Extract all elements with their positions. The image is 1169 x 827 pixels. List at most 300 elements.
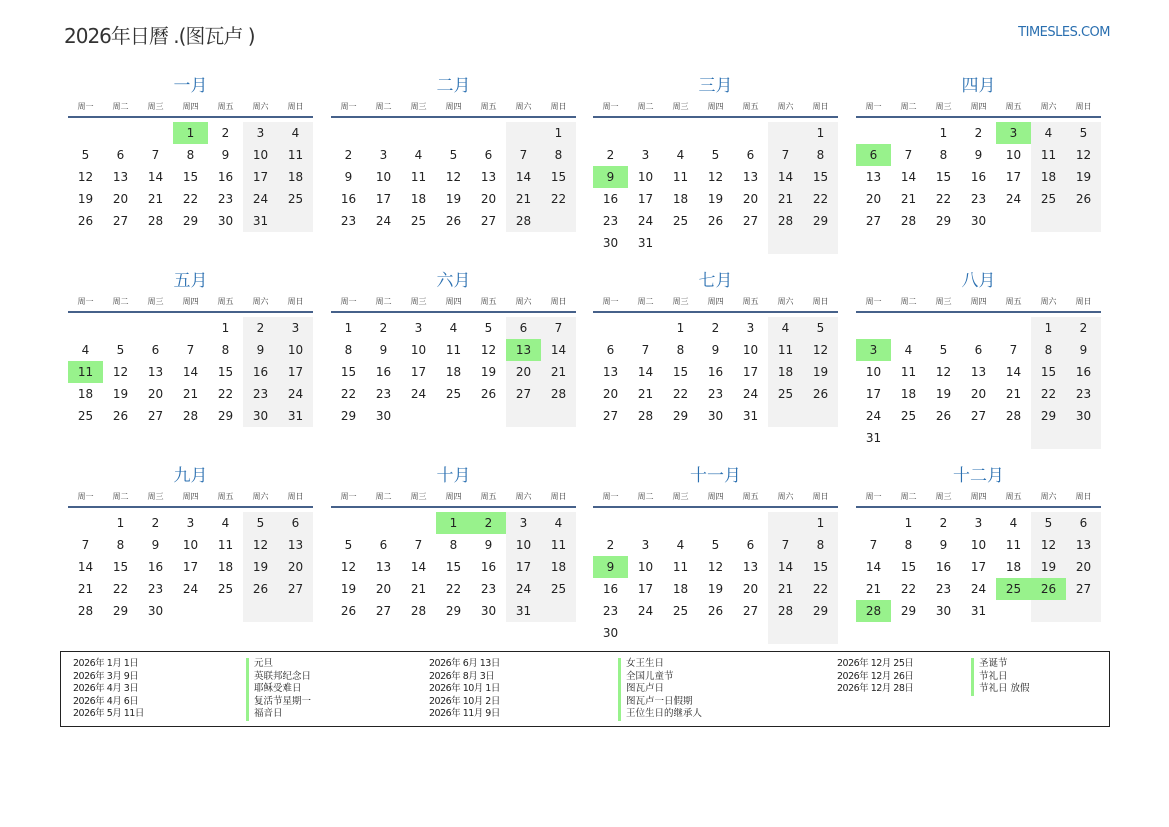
weekday-label: 周五 — [217, 297, 234, 306]
day-cell: 11 — [217, 538, 234, 552]
weekday-label: 周日 — [1075, 102, 1092, 111]
month-block — [593, 74, 838, 254]
empty-cell — [733, 122, 768, 144]
day-cell: 5 — [81, 148, 90, 162]
weekday-header — [331, 100, 576, 118]
day-cell: 27 — [1066, 578, 1101, 600]
day-cell: 23 — [243, 383, 278, 405]
day-cell: 5 — [484, 321, 493, 335]
day-cell: 6 — [506, 317, 541, 339]
day-cell: 21 — [865, 582, 882, 596]
day-cell: 27 — [278, 578, 313, 600]
day-cell: 30 — [602, 626, 619, 640]
day-cell: 28 — [147, 214, 164, 228]
holiday-name: 全国儿童节 — [626, 670, 674, 682]
weekday-header — [331, 295, 576, 313]
day-cell: 30 — [970, 214, 987, 228]
empty-cell — [961, 427, 996, 449]
empty-cell — [1031, 210, 1066, 232]
weekday-label: 周日 — [287, 102, 304, 111]
day-cell: 8 — [1031, 339, 1066, 361]
day-cell: 7 — [81, 538, 90, 552]
day-cell: 1 — [676, 321, 685, 335]
day-cell: 7 — [768, 534, 803, 556]
weekday-label: 周一 — [340, 492, 357, 501]
day-cell: 12 — [1066, 144, 1101, 166]
holiday-day-cell: 11 — [68, 361, 103, 383]
weekday-label: 周六 — [252, 492, 269, 501]
day-cell: 22 — [803, 578, 838, 600]
month-block — [856, 269, 1101, 449]
day-cell: 21 — [182, 387, 199, 401]
day-cell: 5 — [803, 317, 838, 339]
holiday-date: 2026年 12月 25日 — [837, 658, 914, 669]
day-cell: 15 — [672, 365, 689, 379]
month-block — [331, 269, 576, 427]
empty-cell — [103, 122, 138, 144]
day-cell: 15 — [803, 556, 838, 578]
holiday-date: 2026年 1月 1日 — [73, 658, 139, 669]
holiday-date: 2026年 10月 1日 — [429, 683, 500, 694]
day-cell: 16 — [707, 365, 724, 379]
weekday-header — [593, 295, 838, 313]
day-cell: 21 — [768, 188, 803, 210]
day-cell: 24 — [865, 409, 882, 423]
day-cell: 3 — [974, 516, 983, 530]
empty-cell — [996, 427, 1031, 449]
weekday-label: 周五 — [480, 492, 497, 501]
day-cell: 18 — [672, 192, 689, 206]
day-cell: 9 — [484, 538, 493, 552]
day-grid — [331, 122, 576, 232]
empty-cell — [331, 122, 366, 144]
day-cell: 8 — [904, 538, 913, 552]
day-cell: 22 — [672, 387, 689, 401]
day-cell: 19 — [340, 582, 357, 596]
day-cell: 6 — [606, 343, 615, 357]
weekday-label: 周二 — [637, 102, 654, 111]
day-cell: 26 — [340, 604, 357, 618]
holiday-dates-col-2 — [429, 658, 500, 721]
day-cell: 10 — [182, 538, 199, 552]
holiday-day-cell: 9 — [593, 556, 628, 578]
holiday-name: 图瓦卢一日假期 — [626, 695, 693, 707]
day-cell: 20 — [602, 387, 619, 401]
day-cell: 12 — [112, 365, 129, 379]
day-cell: 27 — [742, 214, 759, 228]
day-cell: 2 — [221, 126, 230, 140]
weekday-header — [856, 295, 1101, 313]
day-cell: 20 — [506, 361, 541, 383]
day-cell: 10 — [278, 339, 313, 361]
day-cell: 29 — [672, 409, 689, 423]
day-cell: 4 — [768, 317, 803, 339]
day-cell: 13 — [375, 560, 392, 574]
day-cell: 26 — [480, 387, 497, 401]
weekday-label: 周四 — [182, 492, 199, 501]
holiday-day-cell: 26 — [1031, 578, 1066, 600]
holiday-day-cell: 3 — [856, 339, 891, 361]
day-cell: 3 — [746, 321, 755, 335]
empty-cell — [891, 427, 926, 449]
weekday-header — [856, 490, 1101, 508]
day-cell: 1 — [541, 122, 576, 144]
day-cell: 18 — [900, 387, 917, 401]
weekday-label: 周四 — [970, 102, 987, 111]
empty-cell — [663, 232, 698, 254]
weekday-label: 周二 — [375, 492, 392, 501]
day-cell: 3 — [379, 148, 388, 162]
day-grid — [68, 512, 313, 622]
holiday-date: 2026年 11月 9日 — [429, 708, 500, 719]
month-name: 八月 — [961, 271, 996, 291]
day-cell: 31 — [865, 431, 882, 445]
weekday-label: 周四 — [445, 102, 462, 111]
day-cell: 10 — [243, 144, 278, 166]
day-cell: 2 — [711, 321, 720, 335]
weekday-label: 周日 — [550, 492, 567, 501]
day-grid — [331, 317, 576, 427]
day-cell: 26 — [112, 409, 129, 423]
day-cell: 20 — [480, 192, 497, 206]
day-cell: 22 — [112, 582, 129, 596]
day-cell: 15 — [340, 365, 357, 379]
day-cell: 12 — [77, 170, 94, 184]
day-cell: 9 — [711, 343, 720, 357]
day-cell: 11 — [768, 339, 803, 361]
day-cell: 30 — [480, 604, 497, 618]
weekday-label: 周五 — [742, 102, 759, 111]
day-cell: 31 — [637, 236, 654, 250]
holiday-name: 节礼日 放假 — [979, 683, 1030, 694]
day-cell: 19 — [1031, 556, 1066, 578]
day-cell: 29 — [935, 214, 952, 228]
day-cell: 19 — [1066, 166, 1101, 188]
day-cell: 12 — [243, 534, 278, 556]
weekday-label: 周六 — [515, 297, 532, 306]
page-title: 2026年日曆 .(图瓦卢 ) — [64, 24, 255, 48]
day-cell: 4 — [449, 321, 458, 335]
empty-cell — [733, 232, 768, 254]
day-cell: 10 — [742, 343, 759, 357]
day-cell: 8 — [344, 343, 353, 357]
holiday-name: 女王生日 — [626, 658, 665, 669]
day-cell: 30 — [1066, 405, 1101, 427]
holiday-day-cell: 6 — [856, 144, 891, 166]
day-cell: 11 — [445, 343, 462, 357]
day-cell: 29 — [803, 600, 838, 622]
empty-cell — [243, 600, 278, 622]
weekday-label: 周二 — [637, 297, 654, 306]
day-cell: 5 — [116, 343, 125, 357]
weekday-label: 周五 — [1005, 492, 1022, 501]
empty-cell — [1031, 427, 1066, 449]
weekday-label: 周三 — [410, 297, 427, 306]
day-cell: 17 — [278, 361, 313, 383]
holiday-name: 圣诞节 — [979, 658, 1008, 669]
day-cell: 4 — [676, 538, 685, 552]
day-cell: 20 — [865, 192, 882, 206]
day-cell: 22 — [340, 387, 357, 401]
day-cell: 7 — [541, 317, 576, 339]
holiday-day-cell: 1 — [173, 122, 208, 144]
holiday-date: 2026年 12月 26日 — [837, 670, 914, 682]
empty-cell — [173, 600, 208, 622]
day-cell: 18 — [541, 556, 576, 578]
holiday-date: 2026年 4月 6日 — [73, 695, 139, 707]
day-cell: 8 — [676, 343, 685, 357]
weekday-label: 周一 — [602, 297, 619, 306]
day-cell: 11 — [672, 170, 689, 184]
day-cell: 13 — [112, 170, 129, 184]
day-cell: 27 — [506, 383, 541, 405]
holiday-day-cell: 25 — [996, 578, 1031, 600]
empty-cell — [68, 317, 103, 339]
day-cell: 20 — [375, 582, 392, 596]
weekday-label: 周六 — [777, 102, 794, 111]
day-cell: 9 — [243, 339, 278, 361]
day-cell: 24 — [375, 214, 392, 228]
month-block — [68, 74, 313, 232]
day-cell: 14 — [768, 166, 803, 188]
day-cell: 28 — [541, 383, 576, 405]
day-cell: 24 — [970, 582, 987, 596]
holiday-date: 2026年 8月 3日 — [429, 670, 495, 682]
day-cell: 15 — [541, 166, 576, 188]
day-cell: 10 — [410, 343, 427, 357]
weekday-label: 周二 — [112, 102, 129, 111]
day-cell: 28 — [1005, 409, 1022, 423]
day-cell: 28 — [768, 600, 803, 622]
weekday-label: 周六 — [777, 492, 794, 501]
day-cell: 16 — [602, 192, 619, 206]
holiday-date: 2026年 10月 2日 — [429, 695, 500, 707]
empty-cell — [541, 600, 576, 622]
holiday-day-cell: 2 — [471, 512, 506, 534]
day-cell: 14 — [147, 170, 164, 184]
weekday-header — [856, 100, 1101, 118]
day-cell: 17 — [182, 560, 199, 574]
empty-cell — [768, 405, 803, 427]
day-cell: 22 — [445, 582, 462, 596]
day-cell: 4 — [278, 122, 313, 144]
day-cell: 22 — [900, 582, 917, 596]
day-cell: 17 — [742, 365, 759, 379]
empty-cell — [541, 405, 576, 427]
day-cell: 30 — [217, 214, 234, 228]
empty-cell — [628, 622, 663, 644]
day-cell: 17 — [506, 556, 541, 578]
day-cell: 16 — [340, 192, 357, 206]
empty-cell — [768, 622, 803, 644]
day-cell: 17 — [637, 192, 654, 206]
day-grid — [593, 512, 838, 644]
day-cell: 24 — [243, 188, 278, 210]
weekday-label: 周二 — [900, 297, 917, 306]
day-cell: 7 — [414, 538, 423, 552]
day-cell: 4 — [904, 343, 913, 357]
weekday-label: 周五 — [1005, 297, 1022, 306]
weekday-label: 周一 — [865, 492, 882, 501]
day-cell: 23 — [935, 582, 952, 596]
empty-cell — [1031, 600, 1066, 622]
day-cell: 4 — [221, 516, 230, 530]
holiday-name: 节礼日 — [979, 670, 1008, 682]
month-block — [68, 269, 313, 427]
day-cell: 18 — [1031, 166, 1066, 188]
day-cell: 31 — [506, 600, 541, 622]
day-cell: 27 — [742, 604, 759, 618]
empty-cell — [996, 210, 1031, 232]
day-cell: 17 — [865, 387, 882, 401]
day-cell: 3 — [186, 516, 195, 530]
day-cell: 27 — [480, 214, 497, 228]
day-cell: 13 — [480, 170, 497, 184]
weekday-label: 周三 — [410, 102, 427, 111]
site-link[interactable]: TIMESLES.COM — [1018, 25, 1110, 40]
day-grid — [68, 122, 313, 232]
month-name: 一月 — [173, 76, 208, 96]
day-cell: 13 — [602, 365, 619, 379]
day-cell: 27 — [970, 409, 987, 423]
day-cell: 25 — [1031, 188, 1066, 210]
day-cell: 17 — [1005, 170, 1022, 184]
day-cell: 21 — [410, 582, 427, 596]
day-cell: 21 — [1005, 387, 1022, 401]
day-cell: 5 — [243, 512, 278, 534]
empty-cell — [506, 405, 541, 427]
day-cell: 7 — [151, 148, 160, 162]
weekday-label: 周一 — [340, 297, 357, 306]
day-cell: 16 — [1066, 361, 1101, 383]
day-cell: 2 — [974, 126, 983, 140]
empty-cell — [366, 512, 401, 534]
day-cell: 3 — [506, 512, 541, 534]
day-cell: 24 — [637, 604, 654, 618]
day-cell: 11 — [278, 144, 313, 166]
day-cell: 9 — [151, 538, 160, 552]
empty-cell — [173, 317, 208, 339]
weekday-label: 周五 — [1005, 102, 1022, 111]
weekday-label: 周三 — [147, 492, 164, 501]
empty-cell — [366, 122, 401, 144]
empty-cell — [208, 600, 243, 622]
day-cell: 25 — [672, 214, 689, 228]
day-cell: 16 — [602, 582, 619, 596]
day-cell: 22 — [935, 192, 952, 206]
day-cell: 7 — [506, 144, 541, 166]
day-cell: 23 — [217, 192, 234, 206]
day-cell: 28 — [506, 210, 541, 232]
day-cell: 31 — [742, 409, 759, 423]
day-cell: 2 — [344, 148, 353, 162]
day-cell: 10 — [375, 170, 392, 184]
day-cell: 29 — [1031, 405, 1066, 427]
day-cell: 18 — [1005, 560, 1022, 574]
day-cell: 16 — [243, 361, 278, 383]
empty-cell — [698, 622, 733, 644]
weekday-label: 周日 — [287, 297, 304, 306]
empty-cell — [663, 122, 698, 144]
empty-cell — [926, 427, 961, 449]
day-cell: 26 — [803, 383, 838, 405]
day-cell: 10 — [865, 365, 882, 379]
weekday-label: 周六 — [1040, 492, 1057, 501]
day-cell: 9 — [379, 343, 388, 357]
day-cell: 13 — [147, 365, 164, 379]
day-cell: 6 — [379, 538, 388, 552]
month-name: 九月 — [173, 466, 208, 486]
weekday-label: 周一 — [602, 102, 619, 111]
day-cell: 11 — [900, 365, 917, 379]
weekday-header — [593, 100, 838, 118]
day-cell: 29 — [445, 604, 462, 618]
holiday-names-col-1 — [246, 658, 311, 721]
day-cell: 12 — [707, 560, 724, 574]
day-cell: 12 — [340, 560, 357, 574]
month-name: 三月 — [698, 76, 733, 96]
empty-cell — [698, 232, 733, 254]
day-cell: 9 — [939, 538, 948, 552]
month-block — [593, 464, 838, 644]
empty-cell — [768, 232, 803, 254]
weekday-label: 周一 — [865, 297, 882, 306]
weekday-label: 周二 — [112, 297, 129, 306]
weekday-header — [68, 490, 313, 508]
month-block — [856, 74, 1101, 232]
day-cell: 1 — [1031, 317, 1066, 339]
day-cell: 10 — [1005, 148, 1022, 162]
day-cell: 28 — [768, 210, 803, 232]
day-cell: 7 — [641, 343, 650, 357]
empty-cell — [138, 317, 173, 339]
day-cell: 1 — [116, 516, 125, 530]
day-cell: 26 — [243, 578, 278, 600]
day-cell: 16 — [217, 170, 234, 184]
day-cell: 28 — [637, 409, 654, 423]
weekday-label: 周四 — [182, 297, 199, 306]
holiday-day-cell: 9 — [593, 166, 628, 188]
empty-cell — [856, 122, 891, 144]
holiday-name: 福音日 — [254, 708, 283, 719]
day-cell: 14 — [1005, 365, 1022, 379]
weekday-label: 周日 — [550, 102, 567, 111]
holiday-date: 2026年 5月 11日 — [73, 708, 144, 719]
empty-cell — [698, 122, 733, 144]
day-cell: 4 — [676, 148, 685, 162]
day-cell: 7 — [869, 538, 878, 552]
day-cell: 2 — [379, 321, 388, 335]
month-name: 五月 — [173, 271, 208, 291]
weekday-label: 周六 — [1040, 297, 1057, 306]
empty-cell — [663, 622, 698, 644]
day-cell: 30 — [707, 409, 724, 423]
weekday-label: 周日 — [550, 297, 567, 306]
day-cell: 30 — [243, 405, 278, 427]
holiday-name: 王位生日的继承人 — [626, 708, 703, 719]
day-cell: 2 — [606, 148, 615, 162]
day-cell: 13 — [865, 170, 882, 184]
holiday-day-cell: 1 — [436, 512, 471, 534]
day-cell: 25 — [672, 604, 689, 618]
day-cell: 11 — [541, 534, 576, 556]
month-block — [68, 464, 313, 622]
day-cell: 17 — [243, 166, 278, 188]
day-cell: 1 — [904, 516, 913, 530]
empty-cell — [803, 622, 838, 644]
weekday-label: 周五 — [480, 102, 497, 111]
weekday-label: 周六 — [252, 102, 269, 111]
